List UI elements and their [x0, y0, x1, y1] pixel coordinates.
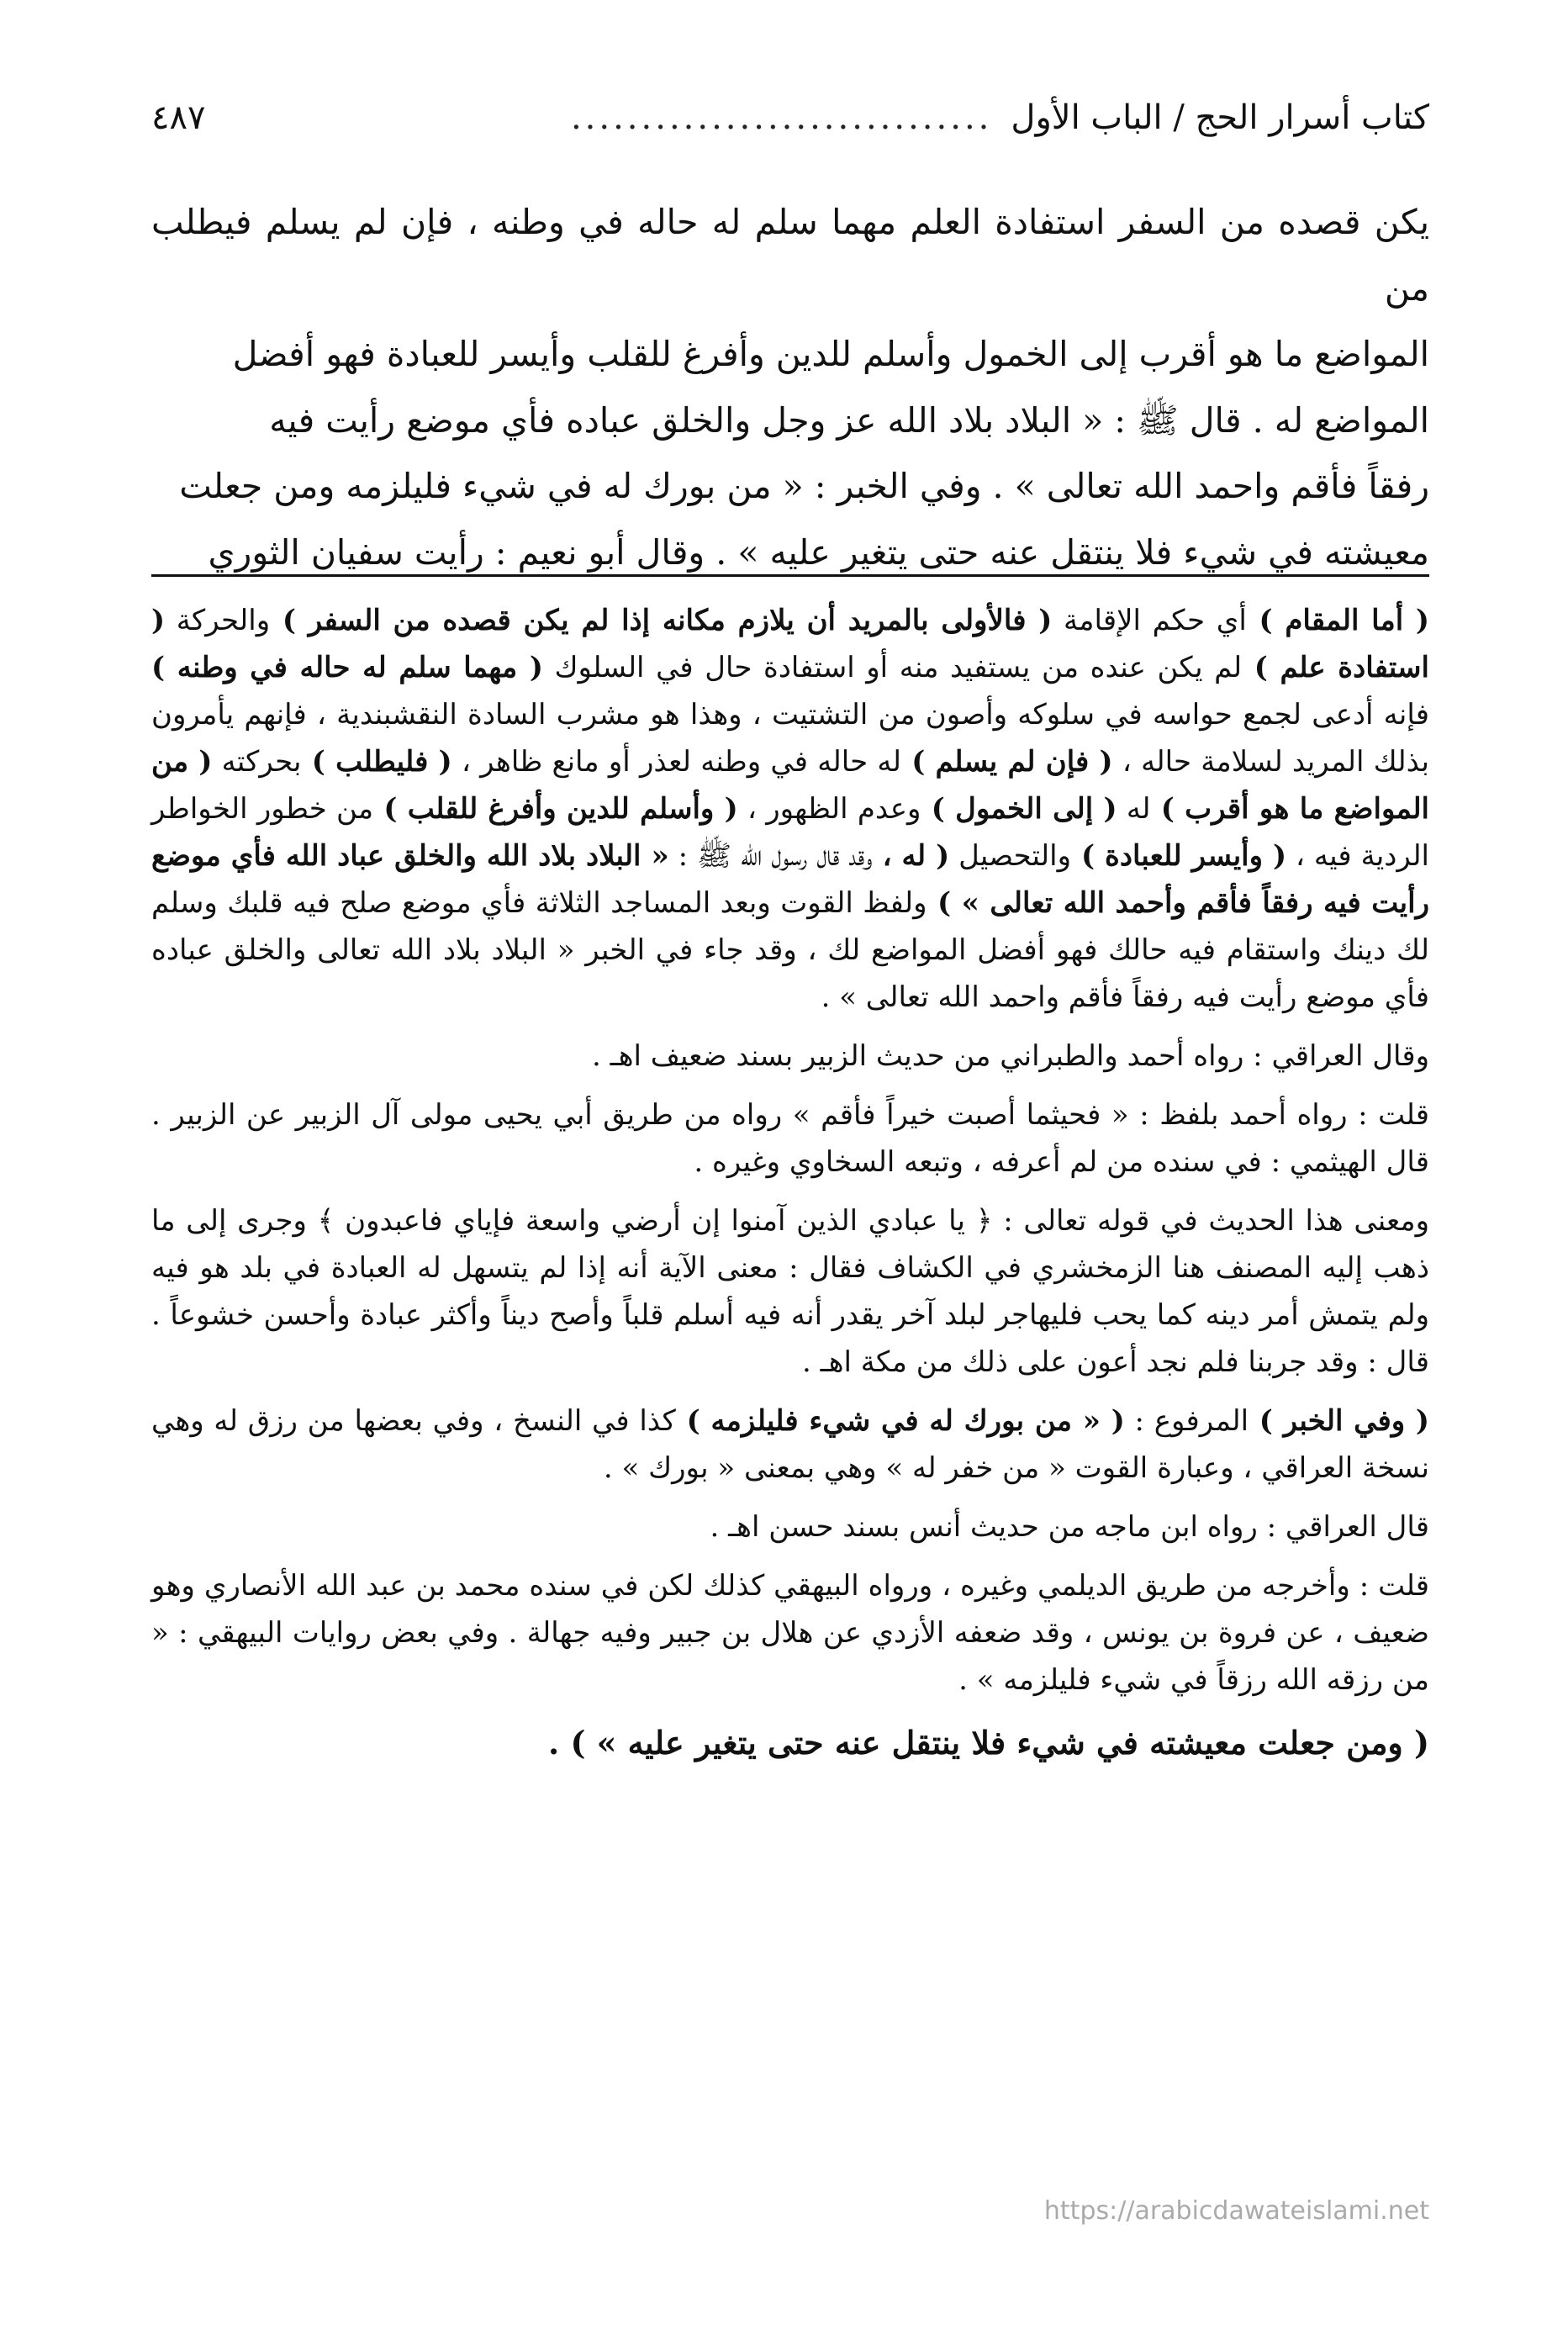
main-text-line: رفقاً فأقم واحمد الله تعالى » . وفي الخبر : « من بورك له في شيء فليلزمه ومن جعلت	[179, 466, 1429, 506]
text-segment: لم يكن عنده من يستفيد منه أو استفادة حال في السلوك	[542, 651, 1243, 684]
bold-quote-segment: ( وفي الخبر )	[1249, 1404, 1429, 1438]
text-segment: كذا في النسخ ، وفي بعضها من رزق له وهي نسخة العراقي ، وعبارة القوت « من خفر له » وهي بمعنى « بورك » .	[151, 1404, 1429, 1485]
bold-quote-segment: ( وأسلم للدين وأفرغ للقلب )	[373, 792, 738, 826]
running-header	[151, 88, 1429, 147]
bold-quote-segment: ( له ،	[872, 839, 950, 873]
text-segment: فإنه أدعى لجمع حواسه في سلوكه وأصون من التشتيت ، وهذا هو مشرب السادة النقشبندية ، فإنهم يأمرون بذلك المريد لسلامة حاله ،	[151, 698, 1429, 779]
bold-quote-segment: « البلاد بلاد الله والخلق عباد الله فأي موضع رأيت فيه رفقاً فأقم وأحمد الله تعالى » )	[151, 839, 1429, 920]
text-segment: ولفظ القوت وبعد المساجد الثلاثة فأي موضع صلح فيه قلبك وسلم لك دينك واستقام فيه حالك فهو أفضل المواضع لك ، وقد جاء في الخبر « البلاد بلاد الله تعالى والخلق عباده فأي موضع رأيت فيه رفقاً فأقم واحمد الله تعالى » .	[151, 886, 1429, 1014]
watermark: https://arabicdawateislami.net	[1043, 2196, 1429, 2226]
commentary-paragraph: ومعنى هذا الحديث في قوله تعالى : ﴿ يا عبادي الذين آمنوا إن أرضي واسعة فإياي فاعبدون ﴾ وجرى إلى ما ذهب إليه المصنف هنا الزمخشري في الكشاف فقال : معنى الآية أنه إذا لم يتسهل له العبادة في بلد هو فيه ولم يتمش أمر دينه كما يحب فليهاجر لبلد آخر يقدر أنه فيه أسلم قلباً وأصح ديناً وأكثر عبادة وأحسن خشوعاً . قال : وقد جربنا فلم نجد أعون على ذلك من مكة اهـ .	[151, 1204, 1429, 1379]
main-text	[151, 189, 1429, 585]
bold-quote-segment: ( فإن لم يسلم )	[900, 745, 1113, 779]
bold-quote-segment: ( أما المقام )	[1246, 604, 1430, 637]
bold-quote-segment: ( وأيسر للعبادة )	[1071, 839, 1287, 873]
bold-quote-segment: ( مهما سلم له حاله في وطنه )	[151, 651, 543, 684]
main-text-line: المواضع ما هو أقرب إلى الخمول وأسلم للدين وأفرغ للقلب وأيسر للعبادة فهو أفضل	[232, 334, 1429, 374]
page-number: ٤٨٧	[151, 98, 206, 137]
main-text-line: المواضع له . قال ﷺ : « البلاد بلاد الله عز وجل والخلق عباده فأي موضع رأيت فيه	[269, 399, 1429, 441]
commentary-paragraph: قلت : وأخرجه من طريق الديلمي وغيره ، ورواه البيهقي كذلك لكن في سنده محمد بن عبد الله الأنصاري وهو ضعيف ، عن فروة بن يونس ، وقد ضعفه الأزدي عن هلال بن جبير وفيه جهالة . وفي بعض روايات البيهقي : « من رزقه الله رزقاً في شيء فليلزمه » .	[151, 1569, 1429, 1697]
bold-quote-segment: ( « من بورك له في شيء فليلزمه )	[675, 1404, 1125, 1438]
text-segment: وعدم الظهور ،	[737, 792, 921, 826]
text-divider	[151, 574, 1429, 577]
commentary-paragraph	[151, 1397, 1429, 1492]
commentary-paragraph: وقال العراقي : رواه أحمد والطبراني من حديث الزبير بسند ضعيف اهـ .	[592, 1039, 1429, 1073]
text-segment: وقد قال رسول الله ﷺ :	[668, 839, 873, 873]
main-text-line: يكن قصده من السفر استفادة العلم مهما سلم له حاله في وطنه ، فإن لم يسلم فيطلب من	[151, 202, 1429, 309]
bold-quote-segment: ( فالأولى بالمريد أن يلازم مكانه إذا لم يكن قصده من السفر )	[270, 604, 1053, 637]
commentary-paragraph: قلت : رواه أحمد بلفظ : « فحيثما أصبت خيراً فأقم » رواه من طريق أبي يحيى مولى آل الزبير عن الزبير . قال الهيثمي : في سنده من لم أعرفه ، وتبعه السخاوي وغيره .	[151, 1098, 1429, 1179]
commentary-paragraph	[151, 597, 1429, 1021]
main-text-line: معيشته في شيء فلا ينتقل عنه حتى يتغير عليه » . وقال أبو نعيم : رأيت سفيان الثوري	[208, 531, 1429, 573]
commentary-paragraph: ( ومن جعلت معيشته في شيء فلا ينتقل عنه حتى يتغير عليه » ) .	[547, 1724, 1429, 1762]
text-segment: المرفوع :	[1124, 1404, 1249, 1438]
text-segment: والحركة	[165, 604, 271, 637]
commentary-paragraph: قال العراقي : رواه ابن ماجه من حديث أنس بسند حسن اهـ .	[710, 1510, 1429, 1544]
bold-quote-segment: ( فليطلب )	[301, 745, 452, 779]
chapter-title: كتاب أسرار الحج / الباب الأول	[1011, 98, 1429, 137]
bold-quote-segment: ( من المواضع ما هو أقرب )	[151, 745, 1430, 826]
text-segment: بحركته	[212, 745, 302, 779]
text-segment: من خطور الخواطر الردية فيه ،	[151, 792, 1429, 873]
text-segment: والتحصيل	[949, 839, 1072, 873]
text-segment: له	[1117, 792, 1151, 826]
text-segment: أي حكم الإقامة	[1052, 604, 1247, 637]
bold-quote-segment: ( إلى الخمول )	[921, 792, 1117, 826]
commentary	[151, 597, 1429, 1769]
text-segment: له حاله في وطنه لعذر أو مانع ظاهر ،	[451, 745, 901, 779]
bold-quote-segment: ( استفادة علم )	[151, 604, 1429, 684]
leader-dots: ..............................	[570, 98, 993, 137]
